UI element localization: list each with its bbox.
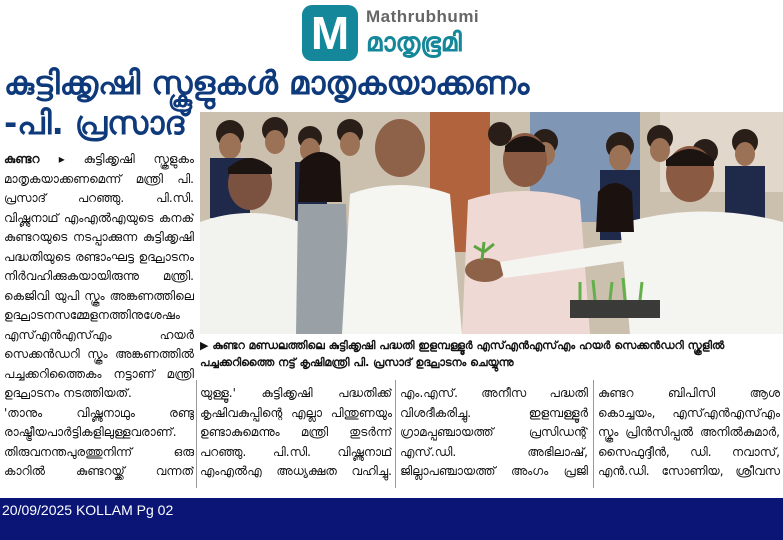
article-column-2: യുള്ളൂ.' കുട്ടിക്കൃഷി പദ്ധതിക്ക് കൃഷിവകുപ്പിന്റെ എല്ലാ പിന്തുണയും ഉണ്ടാകുമെന്നും മന്ത്രി തുടർന്ന് പറഞ്ഞു. പി.സി. വിഷ്ണുനാഥ് എംഎൽഎ അധ്യക്ഷത വഹിച്ചു. [200,386,392,478]
logo-letter: M [310,7,350,59]
article-col1-paragraph-2: 'താനും വിഷ്ണുനാഥും രണ്ടു രാഷ്ട്രീയപാർട്ടികളിലുള്ളവരാണ്. തിരുവനന്തപുരത്തുനിന്ന് ഒരു കാറിൽ കുണ്ടറയ്ക്ക് വന്നത് [4,405,194,478]
headline-line-1: കുട്ടിക്കൃഷി സ്കൂളുകൾ മാതൃകയാക്കണം [4,64,530,102]
article-col1-paragraph-1: കുട്ടിക്കൃഷി സ്കൂളുകം മാതൃകയാക്കണമെന്ന് മന്ത്രി പി. പ്രസാദ് പറഞ്ഞു. പി.സി. വിഷ്ണുനാഥ് എംഎൽഎയുടെ കനക് കുണ്ടറയുടെ നടപ്പാക്കുന്ന കുട്ടിക്കൃഷി പദ്ധതിയുടെ രണ്ടാംഘട്ട ഉദ്ഘാടനം നിർവഹിക്കുകയായിരുന്നു മന്ത്രി. കെജിവി യുപി സ്കൂം അങ്കണത്തിലെ ഉദ്ഘാടനസമ്മേളനത്തിനുശേഷം എസ്എൻഎസ്എം ഹയർ സെക്കൻഡറി സ്കൂം അങ്കണത്തിൽ പച്ചക്കറിത്തൈകം നട്ടാണ് മന്ത്രി ഉദ്ഘാടനം നടത്തിയത്. [4,152,194,400]
news-photo-illustration [200,112,783,334]
column-divider [593,380,594,488]
headline-line-2: -പി. പ്രസാദ് [4,104,188,142]
article-column-4: കുണ്ടറ ബിപിസി ആശ കൊച്ചയം, എസ്എൻഎസ്എം സ്കൂം പ്രിൻസിപ്പൽ അനിൽകുമാർ, സൈഫുദ്ദീൻ, ഡി. നവാസ്, എൻ.ഡി. സോണിയ, ശ്രീവസ [598,386,780,478]
footer-bar [0,498,783,540]
masthead [302,3,542,63]
caption-play-icon: ▶ [200,339,209,352]
caption-text: കുണ്ടറ മണ്ഡലത്തിലെ കുട്ടിക്കൃഷി പദ്ധതി ഇളമ്പള്ളൂർ എസ്എൻഎസ്എം ഹയർ സെക്കൻഡറി സ്കൂളിൽ പച്ചക്കറിത്തൈ നട്ട് കൃഷിമന്ത്രി പി. പ്രസാദ് ഉദ്ഘാടനം ചെയ്യുന്നു [200,339,725,369]
article-column-1 [4,150,194,480]
news-photo [200,112,783,334]
mathrubhumi-logo-icon [302,5,358,61]
brand-name-english: Mathrubhumi [366,7,480,26]
article-column-3: എം.എസ്. അനീസ പദ്ധതി വിശദീകരിച്ചു. ഇളമ്പള്ളൂർ ഗ്രാമപ്പഞ്ചായത്ത് പ്രസിഡന്റ് എസ്.ഡി. അഭിലാഷ്, ജില്ലാപഞ്ചായത്ത് അംഗം പ്രജി [400,386,588,478]
column-divider [395,380,396,488]
column-divider [196,380,197,488]
photo-caption [200,337,783,371]
article-dateline: കുണ്ടറ ▸ [4,152,65,166]
brand-name-malayalam: മാതൃഭൂമി [366,28,462,58]
footer-date-edition-page: 20/09/2025 KOLLAM Pg 02 [2,502,174,518]
